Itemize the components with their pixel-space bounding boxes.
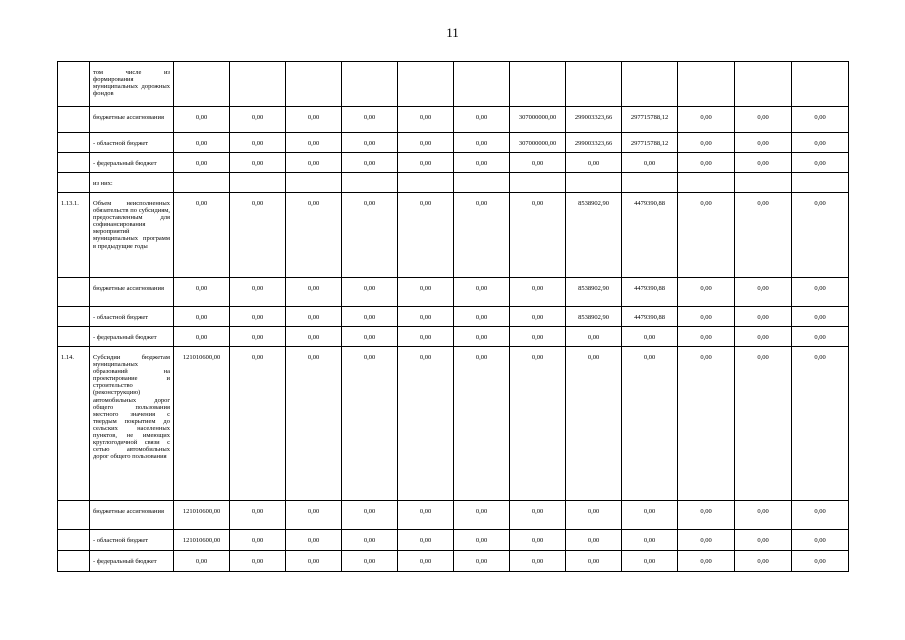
table-row: [58, 530, 849, 551]
value-cell: 0,00: [792, 278, 849, 307]
value-cell: 0,00: [174, 551, 230, 572]
value-cell: 0,00: [792, 153, 849, 173]
value-cell: 0,00: [510, 551, 566, 572]
value-cell: 0,00: [678, 133, 735, 153]
value-cell: 0,00: [230, 153, 286, 173]
table-row: [58, 347, 849, 501]
value-cell: 0,00: [286, 133, 342, 153]
value-cell: 0,00: [454, 327, 510, 347]
value-cell: 0,00: [454, 107, 510, 133]
value-cell: 0,00: [174, 153, 230, 173]
value-cell: 0,00: [398, 307, 454, 327]
value-cell: 0,00: [678, 501, 735, 530]
description-cell: - областной бюджет: [90, 133, 174, 153]
row-number-cell: [58, 501, 90, 530]
description-cell: Объем неисполненных обязательств по субсидиям, предоставленным для софинансирования мероприятий муниципальных программ в предыдущие годы: [90, 193, 174, 278]
value-cell: 0,00: [735, 501, 792, 530]
value-cell: 0,00: [286, 193, 342, 278]
value-cell: 0,00: [735, 107, 792, 133]
value-cell: 0,00: [230, 133, 286, 153]
value-cell: 0,00: [678, 327, 735, 347]
value-cell: 0,00: [792, 307, 849, 327]
description-cell: том числе из формирования муниципальных дорожных фондов: [90, 62, 174, 107]
table-row: [58, 173, 849, 193]
value-cell: 0,00: [398, 530, 454, 551]
value-cell: 0,00: [286, 551, 342, 572]
value-cell: 0,00: [342, 133, 398, 153]
value-cell: 0,00: [510, 501, 566, 530]
value-cell: 0,00: [735, 307, 792, 327]
value-cell: 0,00: [735, 133, 792, 153]
description-cell: Субсидии бюджетам муниципальных образований на проектирование и строительство (реконструкцию) автомобильных дорог общего пользования местного значения с твердым покрытием до сельских населенных пунктов, не имеющих круглогодичной связи с сетью автомобильных дорог общего пользования: [90, 347, 174, 501]
value-cell: 0,00: [342, 278, 398, 307]
value-cell: [398, 173, 454, 193]
value-cell: [286, 62, 342, 107]
value-cell: 0,00: [398, 551, 454, 572]
value-cell: 0,00: [622, 530, 678, 551]
value-cell: 297715788,12: [622, 107, 678, 133]
value-cell: 0,00: [286, 530, 342, 551]
budget-table: [57, 61, 849, 572]
value-cell: 0,00: [342, 193, 398, 278]
description-cell: - федеральный бюджет: [90, 153, 174, 173]
value-cell: 0,00: [230, 530, 286, 551]
value-cell: 0,00: [342, 307, 398, 327]
value-cell: 0,00: [678, 153, 735, 173]
value-cell: 0,00: [566, 501, 622, 530]
value-cell: 0,00: [398, 133, 454, 153]
value-cell: 0,00: [342, 551, 398, 572]
value-cell: 121010600,00: [174, 347, 230, 501]
table-row: [58, 278, 849, 307]
description-cell: - федеральный бюджет: [90, 327, 174, 347]
value-cell: 0,00: [230, 193, 286, 278]
value-cell: 0,00: [735, 193, 792, 278]
value-cell: 0,00: [398, 347, 454, 501]
value-cell: 307000000,00: [510, 107, 566, 133]
value-cell: 4479390,88: [622, 193, 678, 278]
table-row: [58, 307, 849, 327]
value-cell: 0,00: [174, 193, 230, 278]
page-number: 11: [446, 25, 459, 40]
value-cell: 0,00: [342, 347, 398, 501]
value-cell: 297715788,12: [622, 133, 678, 153]
row-number-cell: [58, 133, 90, 153]
table-row: [58, 153, 849, 173]
row-number-cell: [58, 153, 90, 173]
value-cell: 0,00: [510, 193, 566, 278]
value-cell: 307000000,00: [510, 133, 566, 153]
value-cell: [678, 173, 735, 193]
table-row: [58, 62, 849, 107]
value-cell: [230, 173, 286, 193]
value-cell: [678, 62, 735, 107]
value-cell: 0,00: [230, 347, 286, 501]
description-cell: из них:: [90, 173, 174, 193]
value-cell: 0,00: [510, 530, 566, 551]
value-cell: 0,00: [792, 107, 849, 133]
value-cell: 0,00: [342, 153, 398, 173]
value-cell: 0,00: [622, 327, 678, 347]
value-cell: 0,00: [566, 153, 622, 173]
row-number-cell: 1.14.: [58, 347, 90, 501]
table-row: [58, 327, 849, 347]
value-cell: 0,00: [398, 327, 454, 347]
value-cell: 0,00: [286, 501, 342, 530]
value-cell: [174, 173, 230, 193]
value-cell: 0,00: [454, 347, 510, 501]
value-cell: 0,00: [678, 551, 735, 572]
value-cell: 0,00: [735, 153, 792, 173]
value-cell: 0,00: [454, 193, 510, 278]
value-cell: 0,00: [678, 530, 735, 551]
value-cell: 0,00: [342, 501, 398, 530]
value-cell: 0,00: [566, 551, 622, 572]
value-cell: 0,00: [286, 327, 342, 347]
value-cell: 0,00: [286, 307, 342, 327]
value-cell: 299003323,66: [566, 107, 622, 133]
value-cell: 0,00: [792, 347, 849, 501]
value-cell: 0,00: [510, 327, 566, 347]
value-cell: 0,00: [454, 307, 510, 327]
value-cell: [230, 62, 286, 107]
table-row: [58, 133, 849, 153]
value-cell: 0,00: [398, 193, 454, 278]
value-cell: 0,00: [230, 327, 286, 347]
row-number-cell: [58, 62, 90, 107]
value-cell: 0,00: [342, 530, 398, 551]
value-cell: 0,00: [174, 327, 230, 347]
description-cell: - областной бюджет: [90, 530, 174, 551]
value-cell: 0,00: [286, 153, 342, 173]
value-cell: [454, 62, 510, 107]
value-cell: 8538902,90: [566, 307, 622, 327]
value-cell: 121010600,00: [174, 530, 230, 551]
value-cell: 8538902,90: [566, 278, 622, 307]
value-cell: 0,00: [510, 307, 566, 327]
value-cell: 0,00: [510, 153, 566, 173]
row-number-cell: 1.13.1.: [58, 193, 90, 278]
value-cell: 0,00: [174, 133, 230, 153]
value-cell: [622, 173, 678, 193]
value-cell: 299003323,66: [566, 133, 622, 153]
table-row: [58, 107, 849, 133]
value-cell: 0,00: [230, 107, 286, 133]
row-number-cell: [58, 278, 90, 307]
value-cell: 0,00: [622, 347, 678, 501]
value-cell: 0,00: [622, 551, 678, 572]
value-cell: 0,00: [792, 133, 849, 153]
value-cell: 0,00: [398, 153, 454, 173]
value-cell: [174, 62, 230, 107]
description-cell: - федеральный бюджет: [90, 551, 174, 572]
value-cell: 0,00: [735, 327, 792, 347]
value-cell: [792, 62, 849, 107]
table-body: [58, 62, 849, 572]
value-cell: 0,00: [454, 153, 510, 173]
value-cell: [342, 173, 398, 193]
value-cell: 0,00: [454, 551, 510, 572]
value-cell: [510, 173, 566, 193]
value-cell: 0,00: [735, 530, 792, 551]
value-cell: 0,00: [286, 347, 342, 501]
table-row: [58, 501, 849, 530]
value-cell: 0,00: [398, 107, 454, 133]
value-cell: 0,00: [174, 107, 230, 133]
value-cell: [286, 173, 342, 193]
value-cell: 0,00: [454, 501, 510, 530]
value-cell: 0,00: [622, 153, 678, 173]
value-cell: [342, 62, 398, 107]
value-cell: [792, 173, 849, 193]
value-cell: 0,00: [454, 530, 510, 551]
table-row: [58, 551, 849, 572]
row-number-cell: [58, 530, 90, 551]
row-number-cell: [58, 327, 90, 347]
value-cell: 0,00: [286, 107, 342, 133]
value-cell: 0,00: [230, 307, 286, 327]
value-cell: [566, 173, 622, 193]
value-cell: [566, 62, 622, 107]
value-cell: 0,00: [230, 501, 286, 530]
value-cell: 0,00: [454, 133, 510, 153]
value-cell: 0,00: [792, 327, 849, 347]
table-row: [58, 193, 849, 278]
row-number-cell: [58, 307, 90, 327]
value-cell: 0,00: [398, 278, 454, 307]
value-cell: 0,00: [678, 278, 735, 307]
value-cell: 0,00: [792, 530, 849, 551]
value-cell: [510, 62, 566, 107]
value-cell: 0,00: [174, 278, 230, 307]
value-cell: [735, 173, 792, 193]
value-cell: 0,00: [566, 327, 622, 347]
value-cell: [622, 62, 678, 107]
value-cell: 0,00: [286, 278, 342, 307]
row-number-cell: [58, 551, 90, 572]
value-cell: 0,00: [230, 278, 286, 307]
value-cell: [454, 173, 510, 193]
value-cell: [735, 62, 792, 107]
value-cell: 121010600,00: [174, 501, 230, 530]
row-number-cell: [58, 107, 90, 133]
value-cell: [398, 62, 454, 107]
value-cell: 0,00: [230, 551, 286, 572]
description-cell: - областной бюджет: [90, 307, 174, 327]
value-cell: 0,00: [566, 530, 622, 551]
value-cell: 0,00: [510, 347, 566, 501]
row-number-cell: [58, 173, 90, 193]
value-cell: 0,00: [678, 347, 735, 501]
value-cell: 0,00: [342, 327, 398, 347]
description-cell: бюджетные ассигнования: [90, 107, 174, 133]
value-cell: 0,00: [792, 501, 849, 530]
value-cell: 0,00: [398, 501, 454, 530]
value-cell: 0,00: [566, 347, 622, 501]
value-cell: 0,00: [454, 278, 510, 307]
value-cell: 0,00: [792, 551, 849, 572]
value-cell: 0,00: [735, 551, 792, 572]
value-cell: 0,00: [678, 193, 735, 278]
description-cell: бюджетные ассигнования: [90, 501, 174, 530]
value-cell: 8538902,90: [566, 193, 622, 278]
value-cell: 0,00: [678, 307, 735, 327]
value-cell: 0,00: [678, 107, 735, 133]
value-cell: 0,00: [622, 501, 678, 530]
value-cell: 0,00: [792, 193, 849, 278]
value-cell: 4479390,88: [622, 278, 678, 307]
value-cell: 4479390,88: [622, 307, 678, 327]
value-cell: 0,00: [174, 307, 230, 327]
value-cell: 0,00: [735, 347, 792, 501]
value-cell: 0,00: [342, 107, 398, 133]
value-cell: 0,00: [510, 278, 566, 307]
value-cell: 0,00: [735, 278, 792, 307]
description-cell: бюджетные ассигнования: [90, 278, 174, 307]
